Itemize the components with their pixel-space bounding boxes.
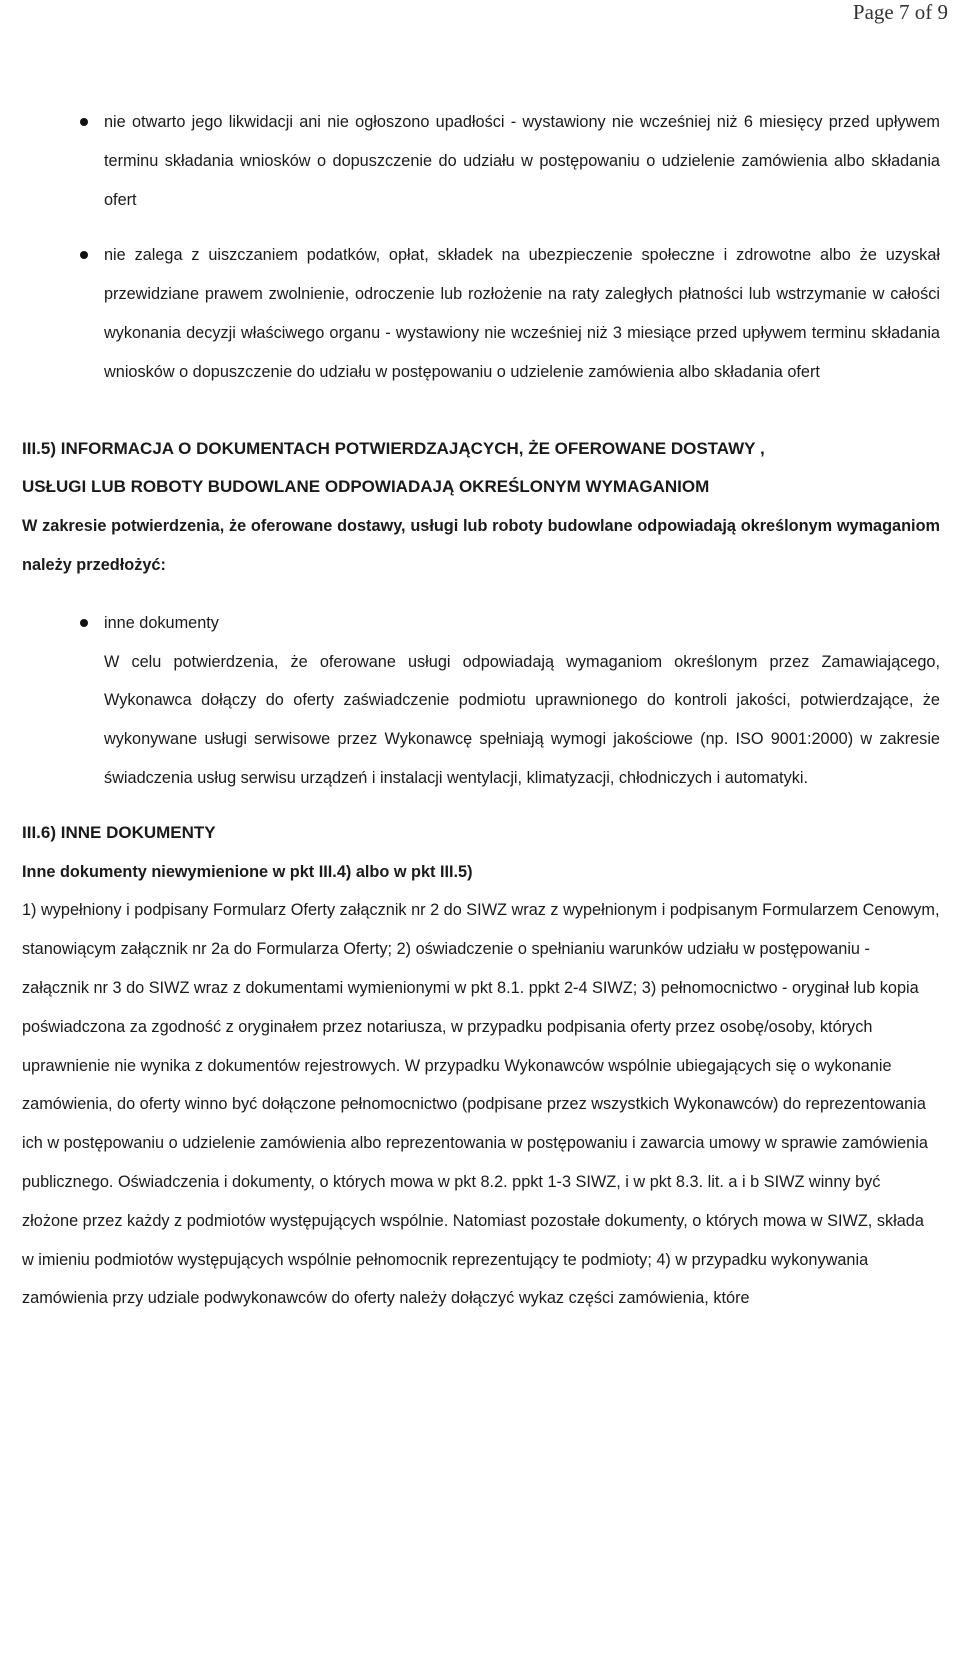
bullet-icon [80,251,88,259]
section-heading: III.6) INNE DOKUMENTY [22,822,216,842]
list-item-text: nie otwarto jego likwidacji ani nie ogłoszono upadłości - wystawiony nie wcześniej niż 6 miesięcy przed upływem terminu składania wniosków o dopuszczenie do udziału w postępowaniu o udzielenie zamówienia albo składania ofert [104,113,940,209]
requirements-list [22,103,940,392]
list-item-description: W celu potwierdzenia, że oferowane usługi odpowiadają wymaganiom określonym przez Zamawiającego, Wykonawca dołączy do oferty zaświadczenie podmiotu uprawnionego do kontroli jakości, potwierdzające, że wykonywane usługi serwisowe przez Wykonawcę spełniają wymogi jakościowe (np. ISO 9001:2000) w zakresie świadczenia usług serwisu urządzeń i instalacji wentylacji, klimatyzacji, chłodniczych i automatyki. [104,652,940,787]
section-heading: III.5) INFORMACJA O DOKUMENTACH POTWIERDZAJĄCYCH, ŻE OFEROWANE DOSTAWY , [22,438,765,458]
list-item-text: inne dokumenty [104,613,219,632]
section-iii5 [22,430,940,798]
list-item [22,604,940,798]
bullet-icon [80,619,88,627]
list-item-text: nie zalega z uiszczaniem podatków, opłat, składek na ubezpieczenie społeczne i zdrowotne albo że uzyskał przewidziane prawem zwolnienie, odroczenie lub rozłożenie na raty zaległych płatności lub wstrzymanie w całości wykonania decyzji właściwego organu - wystawiony nie wcześniej niż 3 miesiące przed upływem terminu składania wniosków o dopuszczenie do udziału w postępowaniu o udzielenie zamówienia albo składania ofert [104,246,940,381]
section-heading: USŁUGI LUB ROBOTY BUDOWLANE ODPOWIADAJĄ OKREŚLONYM WYMAGANIOM [22,477,710,497]
section-body: 1) wypełniony i podpisany Formularz Oferty załącznik nr 2 do SIWZ wraz z wypełnionym i podpisanym Formularzem Cenowym, stanowiącym załącznik nr 2a do Formularza Oferty; 2) oświadczenie o spełnianiu warunków udziału w postępowaniu - załącznik nr 3 do SIWZ wraz z dokumentami wymienionymi w pkt 8.1. ppkt 2-4 SIWZ; 3) pełnomocnictwo - oryginał lub kopia poświadczona za zgodność z oryginałem przez notariusza, w przypadku podpisania oferty przez osobę/osoby, których uprawnienie nie wynika z dokumentów rejestrowych. W przypadku Wykonawców wspólnie ubiegających się o wykonanie zamówienia, do oferty winno być dołączone pełnomocnictwo (podpisane przez wszystkich Wykonawców) do reprezentowania ich w postępowaniu o udzielenie zamówienia albo reprezentowania w postępowaniu i zawarcia umowy w sprawie zamówienia publicznego. Oświadczenia i dokumenty, o których mowa w pkt 8.2. ppkt 1-3 SIWZ, i w pkt 8.3. lit. a i b SIWZ winny być złożone przez każdy z podmiotów występujących wspólnie. Natomiast pozostałe dokumenty, o których mowa w SIWZ, składa w imieniu podmiotów występujących wspólnie pełnomocnik reprezentujący te podmioty; 4) w przypadku wykonywania zamówienia przy udziale podwykonawców do oferty należy dołączyć wykaz części zamówienia, które [22,901,940,1308]
list-item [22,103,940,219]
documents-list [22,604,940,798]
section-intro: W zakresie potwierdzenia, że oferowane dostawy, usługi lub roboty budowlane odpowiadają określonym wymaganiom należy przedłożyć: [22,517,940,574]
bullet-icon [80,118,88,126]
section-iii6 [22,814,940,1318]
list-item [22,236,940,391]
document-body [22,103,940,1318]
page-number: Page 7 of 9 [852,0,948,24]
section-subheading: Inne dokumenty niewymienione w pkt III.4) albo w pkt III.5) [22,862,473,881]
